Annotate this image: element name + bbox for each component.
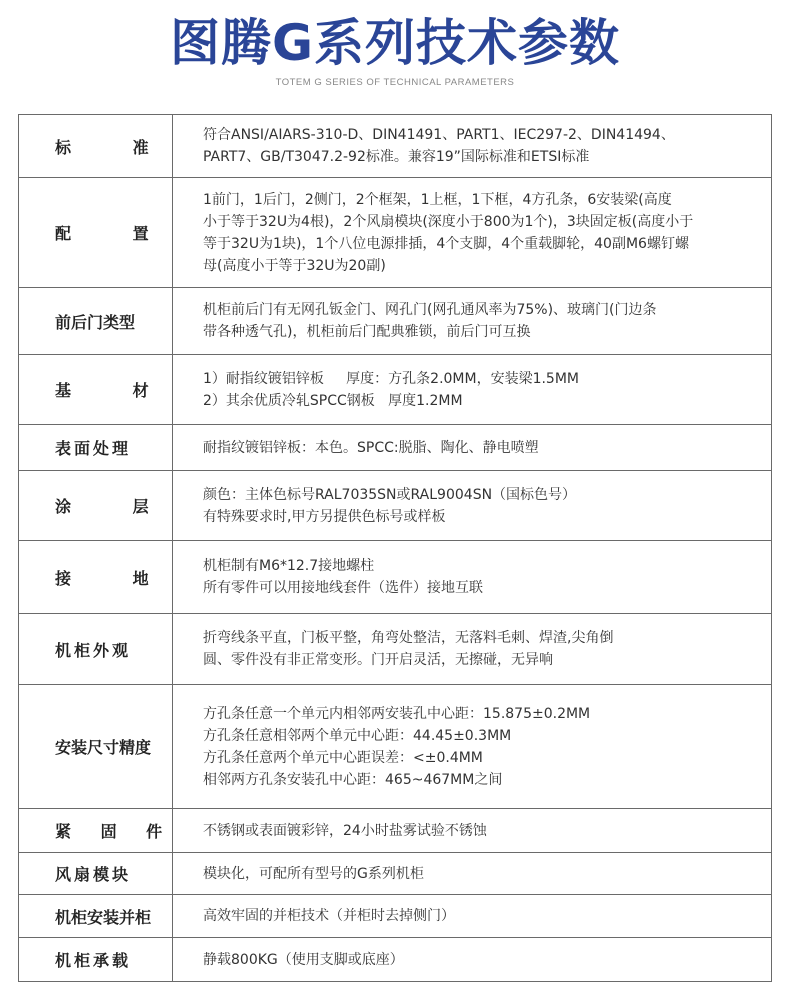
row-label: 基 材 xyxy=(19,355,173,425)
row-value xyxy=(173,853,772,895)
page-subtitle: TOTEM G SERIES OF TECHNICAL PARAMETERS xyxy=(275,77,515,88)
value-line: 符合ANSI/AIARS-310-D、DIN41491、PART1、IEC297-2、DIN41494、 xyxy=(203,127,675,143)
table-row xyxy=(19,809,772,853)
value-line: 2）其余优质冷轧SPCC钢板 厚度1.2MM xyxy=(203,392,463,409)
row-value xyxy=(173,895,772,938)
row-label: 接 地 xyxy=(19,541,173,614)
row-value xyxy=(173,614,772,685)
value-line: 等于32U为1块)，1个八位电源排插，4个支脚，4个重载脚轮，40副M6螺钉螺 xyxy=(203,235,689,252)
row-label: 机柜安装并柜 xyxy=(19,895,173,938)
row-label: 配 置 xyxy=(19,178,173,288)
table-row xyxy=(19,685,772,809)
value-line: 高效牢固的并柜技术（并柜时去掉侧门） xyxy=(203,908,455,924)
value-line: 所有零件可以用接地线套件（选件）接地互联 xyxy=(203,580,483,596)
row-label: 机柜外观 xyxy=(19,614,173,685)
value-line: 折弯线条平直，门板平整，角弯处整洁，无落料毛刺、焊渣,尖角倒 xyxy=(203,630,614,646)
row-value xyxy=(173,938,772,982)
value-line: 耐指纹镀铝锌板：本色。SPCC:脱脂、陶化、静电喷塑 xyxy=(203,439,539,456)
value-line: 方孔条任意一个单元内相邻两安装孔中心距：15.875±0.2MM xyxy=(203,705,591,722)
row-label: 安装尺寸精度 xyxy=(19,685,173,809)
spec-table xyxy=(18,114,772,982)
value-line: 有特殊要求时,甲方另提供色标号或样板 xyxy=(203,508,446,525)
value-line: 方孔条任意两个单元中心距误差：<±0.4MM xyxy=(203,749,483,766)
table-row xyxy=(19,853,772,895)
row-value xyxy=(173,471,772,541)
table-row xyxy=(19,115,772,178)
table-row xyxy=(19,541,772,614)
value-line: 机柜制有M6*12.7接地螺柱 xyxy=(203,558,375,574)
value-line: 小于等于32U为4根)，2个风扇模块(深度小于800为1个)，3块固定板(高度小于 xyxy=(203,213,694,230)
row-label: 紧 固 件 xyxy=(19,809,173,853)
row-value xyxy=(173,288,772,355)
row-value xyxy=(173,685,772,809)
value-line: PART7、GB/T3047.2-92标准。兼容19”国际标准和ETSI标准 xyxy=(203,149,590,165)
value-line: 静载800KG（使用支脚或底座） xyxy=(203,951,404,968)
row-label: 前后门类型 xyxy=(19,288,173,355)
table-row xyxy=(19,288,772,355)
row-value xyxy=(173,355,772,425)
page-title: 图腾G系列技术参数 xyxy=(169,14,621,72)
row-value xyxy=(173,809,772,853)
row-label: 表面处理 xyxy=(19,425,173,471)
table-row xyxy=(19,178,772,288)
row-value xyxy=(173,541,772,614)
table-row xyxy=(19,425,772,471)
row-label: 标 准 xyxy=(19,115,173,178)
value-line: 不锈钢或表面镀彩锌，24小时盐雾试验不锈蚀 xyxy=(203,822,487,839)
value-line: 母(高度小于等于32U为20副) xyxy=(203,257,386,274)
row-label: 机柜承载 xyxy=(19,938,173,982)
row-label: 涂 层 xyxy=(19,471,173,541)
value-line: 相邻两方孔条安装孔中心距：465~467MM之间 xyxy=(203,771,503,788)
table-row xyxy=(19,938,772,982)
table-row xyxy=(19,895,772,938)
table-row xyxy=(19,355,772,425)
value-line: 圆、零件没有非正常变形。门开启灵活，无擦碰，无异响 xyxy=(203,652,553,668)
row-value xyxy=(173,425,772,471)
table-row xyxy=(19,471,772,541)
value-line: 1前门，1后门，2侧门，2个框架，1上框，1下框，4方孔条，6安装梁(高度 xyxy=(203,191,672,208)
value-line: 机柜前后门有无网孔钣金门、网孔门(网孔通风率为75%)、玻璃门(门边条 xyxy=(203,302,657,318)
value-line: 模块化，可配所有型号的G系列机柜 xyxy=(203,865,424,882)
row-label: 风扇模块 xyxy=(19,853,173,895)
value-line: 方孔条任意相邻两个单元中心距：44.45±0.3MM xyxy=(203,727,512,744)
table-row xyxy=(19,614,772,685)
value-line: 带各种透气孔)，机柜前后门配典雅锁，前后门可互换 xyxy=(203,324,531,340)
row-value xyxy=(173,178,772,288)
value-line: 1）耐指纹镀铝锌板 厚度：方孔条2.0MM，安装梁1.5MM xyxy=(203,370,580,387)
value-line: 颜色：主体色标号RAL7035SN或RAL9004SN（国标色号） xyxy=(203,486,577,503)
row-value xyxy=(173,115,772,178)
